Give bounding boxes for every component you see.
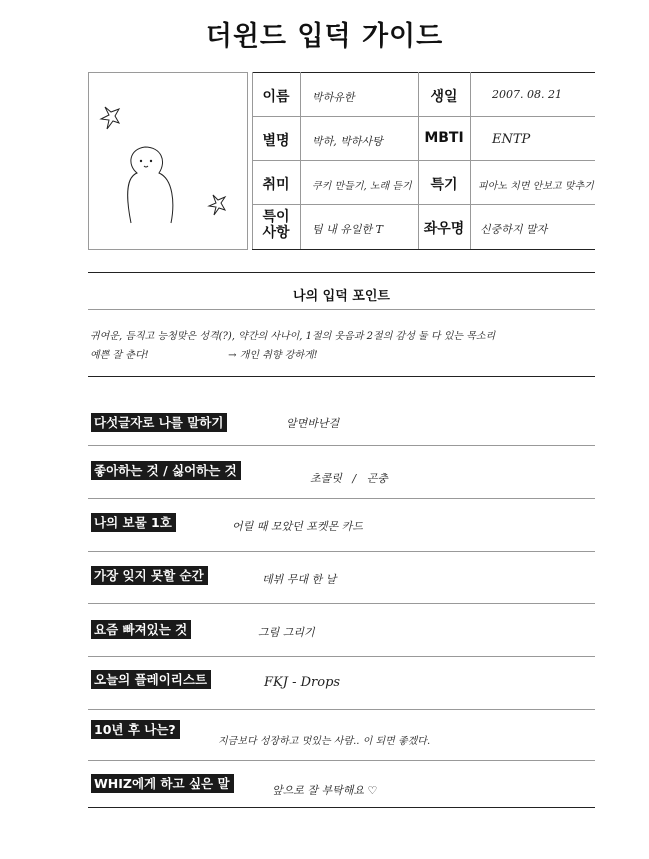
point-bottom-rule [88,376,595,377]
answer-five-letters: 알면바난걸 [286,417,340,430]
label-name: 이름 [262,89,290,105]
table-divider [300,72,301,249]
answer-treasure: 어릴 때 모았던 포켓몬 카드 [232,520,363,533]
qa-rule [88,709,595,710]
label-hobby: 취미 [262,177,290,193]
page-title: 더윈드 입덕 가이드 [205,21,444,52]
qa-rule [88,656,595,657]
question-message-to-whiz: WHIZ에게 하고 싶은 말 [91,774,234,793]
point-top-rule [88,272,595,273]
value-motto: 신중하지 말자 [480,223,548,236]
point-rule [88,309,595,310]
qa-rule [88,498,595,499]
answer-current-obsession: 그림 그리기 [258,626,315,639]
character-doodle [89,73,247,249]
label-note: 특이 사항 [262,209,290,241]
value-nickname: 박하, 박하사탕 [312,135,383,148]
answer-playlist: FKJ - Drops [264,675,341,690]
point-title: 나의 입덕 포인트 [293,289,390,304]
qa-rule [88,760,595,761]
value-note: 팀 내 유일한 T [312,223,383,236]
question-likes-dislikes: 좋아하는 것 / 싫어하는 것 [91,461,241,480]
question-current-obsession: 요즘 빠져있는 것 [91,620,191,639]
answer-message-to-whiz: 앞으로 잘 부탁해요 ♡ [272,784,378,797]
label-nickname: 별명 [262,133,290,149]
qa-rule [88,551,595,552]
label-birthday: 생일 [430,89,458,105]
qa-rule [88,603,595,604]
question-unforgettable-moment: 가장 잊지 못할 순간 [91,566,208,585]
table-divider [470,72,471,249]
question-five-letters: 다섯글자로 나를 말하기 [91,413,227,432]
point-line-2: 예쁜 잘 춘다! → 개인 취향 강하게! [90,350,318,361]
point-line-1: 귀여운, 듬직고 능청맞은 성격(?), 약간의 사나이, 1절의 웃음과 2절의 감성 둘 다 있는 목소리 [90,331,496,342]
answer-ten-years: 지금보다 성장하고 멋있는 사람.. 이 되면 좋겠다. [218,736,431,747]
question-treasure: 나의 보물 1호 [91,513,176,532]
value-mbti: ENTP [492,132,531,147]
value-name: 박하유한 [312,91,355,104]
question-ten-years: 10년 후 나는? [91,720,180,739]
answer-likes-dislikes: 초콜릿 / 곤충 [310,472,388,485]
table-rule [252,204,595,205]
table-rule [252,116,595,117]
profile-photo-box [88,72,248,250]
label-motto: 좌우명 [423,221,465,237]
qa-bottom-rule [88,807,595,808]
table-top-rule [252,72,595,73]
table-bottom-rule [252,249,595,250]
qa-rule [88,445,595,446]
value-hobby: 쿠키 만들기, 노래 듣기 [312,181,412,192]
label-mbti: MBTI [424,130,464,146]
value-birthday: 2007. 08. 21 [492,88,562,101]
table-rule [252,160,595,161]
question-playlist: 오늘의 플레이리스트 [91,670,211,689]
value-skill: 피아노 치면 안보고 맞추기 [478,181,594,192]
label-skill: 특기 [430,177,458,193]
answer-unforgettable-moment: 데뷔 무대 한 날 [262,573,337,586]
